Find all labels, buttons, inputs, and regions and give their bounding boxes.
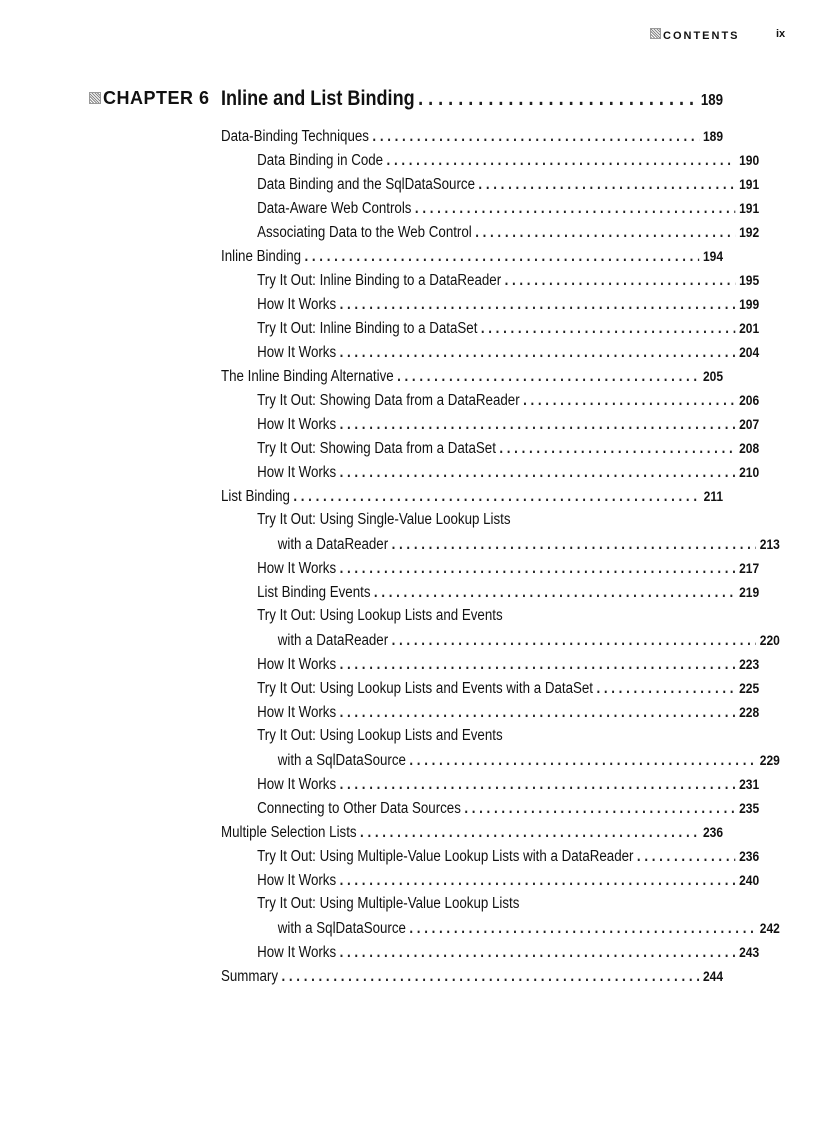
entry-label: Try It Out: Showing Data from a DataReader: [257, 392, 520, 409]
toc-entry[interactable]: [221, 724, 759, 748]
entry-label: Inline Binding: [221, 248, 302, 265]
entry-label: Data-Binding Techniques: [221, 128, 369, 145]
entry-page: 242: [759, 920, 780, 936]
entry-label: Try It Out: Showing Data from a DataSet: [257, 440, 496, 457]
entry-page: 199: [739, 296, 760, 312]
toc-entry[interactable]: [221, 844, 759, 868]
entry-label: How It Works: [257, 416, 337, 433]
toc-entry[interactable]: [221, 940, 759, 964]
toc-entry[interactable]: [221, 460, 759, 484]
toc-entry[interactable]: [221, 388, 759, 412]
running-head: [650, 28, 790, 44]
dot-leader: [475, 221, 735, 245]
entry-page: 195: [739, 272, 760, 288]
entry-label: List Binding: [221, 488, 290, 505]
entry-label: Connecting to Other Data Sources: [257, 800, 461, 817]
entry-label: Try It Out: Using Lookup Lists and Events: [257, 727, 503, 744]
entry-label: How It Works: [257, 872, 337, 889]
entry-page: 207: [739, 416, 760, 432]
hatch-bullet-icon: [89, 92, 101, 104]
toc-entry[interactable]: [221, 172, 759, 196]
dot-leader: [499, 437, 735, 461]
entry-page: 217: [739, 560, 760, 576]
dot-leader: [409, 917, 756, 941]
entry-label: Try It Out: Using Multiple-Value Lookup Lists with a DataReader: [257, 848, 634, 865]
entry-label: How It Works: [257, 704, 337, 721]
dot-leader: [293, 485, 700, 509]
entry-label: Try It Out: Using Lookup Lists and Events: [257, 607, 503, 624]
dot-leader: [409, 749, 756, 773]
dot-leader: [372, 125, 699, 149]
section-title: CONTENTS: [663, 30, 740, 42]
dot-leader: [397, 365, 699, 389]
toc-entry[interactable]: [221, 676, 759, 700]
toc-entry[interactable]: [221, 124, 723, 148]
dot-leader: [478, 173, 735, 197]
entry-page: 229: [759, 752, 780, 768]
toc-entry[interactable]: [221, 700, 759, 724]
dot-leader: [340, 293, 736, 317]
chapter-page: 189: [700, 92, 724, 109]
entry-label: Data Binding in Code: [257, 152, 384, 169]
toc-entry[interactable]: [221, 796, 759, 820]
page-number: ix: [776, 28, 786, 40]
dot-leader: [505, 269, 736, 293]
dot-leader: [281, 965, 699, 989]
dot-leader: [392, 629, 757, 653]
dot-leader: [304, 245, 699, 269]
dot-leader: [340, 341, 736, 365]
entry-label: How It Works: [257, 944, 337, 961]
entry-page: 219: [739, 584, 760, 600]
dot-leader: [340, 941, 736, 965]
toc-entry[interactable]: [221, 508, 759, 532]
toc-entry[interactable]: [221, 268, 759, 292]
entry-page: 236: [739, 848, 760, 864]
entry-page: 243: [739, 944, 760, 960]
entry-label: Try It Out: Inline Binding to a DataReader: [257, 272, 502, 289]
entry-label: List Binding Events: [257, 584, 371, 601]
toc-entry-continuation[interactable]: [221, 748, 780, 772]
entry-label: How It Works: [257, 656, 337, 673]
toc-entry[interactable]: [221, 436, 759, 460]
toc-entry[interactable]: [221, 820, 723, 844]
entry-page: 235: [739, 800, 760, 816]
entry-label: Summary: [221, 968, 279, 985]
dot-leader: [523, 389, 736, 413]
toc-entry[interactable]: [221, 556, 759, 580]
toc-entry[interactable]: [221, 316, 759, 340]
dot-leader: [360, 821, 700, 845]
entry-page: 194: [702, 248, 724, 264]
entry-page: 231: [739, 776, 760, 792]
entry-page: 205: [702, 368, 724, 384]
dot-leader: [340, 869, 736, 893]
toc-entry[interactable]: [221, 580, 759, 604]
entry-page: 225: [739, 680, 760, 696]
dot-leader: [374, 581, 736, 605]
entry-label: The Inline Binding Alternative: [221, 368, 394, 385]
toc-entry[interactable]: [221, 964, 723, 988]
chapter-title: Inline and List Binding: [221, 87, 415, 110]
entry-page: 213: [759, 536, 780, 552]
entry-label: Try It Out: Using Single-Value Lookup Lists: [257, 511, 511, 528]
entry-label: How It Works: [257, 464, 337, 481]
toc-entry-continuation[interactable]: [221, 532, 780, 556]
entry-page: 240: [739, 872, 760, 888]
entry-page: 204: [739, 344, 760, 360]
entry-label: Associating Data to the Web Control: [257, 224, 472, 241]
entry-label: Data Binding and the SqlDataSource: [257, 176, 475, 193]
toc-entry[interactable]: [221, 196, 759, 220]
entry-label-continuation: with a DataReader: [277, 536, 389, 553]
entry-label: How It Works: [257, 776, 337, 793]
dot-leader: [415, 197, 736, 221]
entry-label: How It Works: [257, 560, 337, 577]
entry-label: Multiple Selection Lists: [221, 824, 357, 841]
entry-page: 223: [739, 656, 760, 672]
entry-page: 191: [739, 176, 760, 192]
dot-leader: [340, 653, 736, 677]
entry-label-continuation: with a SqlDataSource: [277, 752, 406, 769]
entry-page: 228: [739, 704, 760, 720]
dot-leader: [340, 701, 736, 725]
toc-entry[interactable]: [221, 220, 759, 244]
dot-leader: [387, 149, 736, 173]
toc-entry-continuation[interactable]: [221, 916, 780, 940]
entry-page: 220: [759, 632, 780, 648]
entry-page: 208: [739, 440, 760, 456]
entry-label: How It Works: [257, 344, 337, 361]
dot-leader: [392, 533, 757, 557]
entry-label: Data-Aware Web Controls: [257, 200, 412, 217]
table-of-contents: [221, 84, 780, 988]
dot-leader: [481, 317, 736, 341]
entry-label-continuation: with a SqlDataSource: [277, 920, 406, 937]
entry-label: Try It Out: Using Multiple-Value Lookup Lists: [257, 895, 520, 912]
toc-entry[interactable]: [221, 892, 759, 916]
toc-entry[interactable]: [221, 364, 723, 388]
entry-page: 244: [702, 968, 724, 984]
entry-page: 206: [739, 392, 760, 408]
toc-entry[interactable]: [221, 652, 759, 676]
toc-entry[interactable]: [221, 412, 759, 436]
toc-entry[interactable]: [221, 244, 723, 268]
dot-leader: [464, 797, 735, 821]
toc-entry-continuation[interactable]: [221, 628, 780, 652]
dot-leader: [340, 461, 736, 485]
dot-leader: [637, 845, 736, 869]
entry-page: 192: [739, 224, 760, 240]
chapter-title-row[interactable]: [221, 84, 723, 114]
entry-page: 189: [702, 128, 724, 144]
dot-leader: [340, 773, 736, 797]
entry-label-continuation: with a DataReader: [277, 632, 389, 649]
entry-label: How It Works: [257, 296, 337, 313]
entry-page: 190: [739, 152, 760, 168]
toc-entry[interactable]: [221, 340, 759, 364]
entry-page: 201: [739, 320, 760, 336]
dot-leader: [340, 413, 736, 437]
entry-page: 236: [702, 824, 724, 840]
toc-entry[interactable]: [221, 148, 759, 172]
toc-entry[interactable]: [221, 868, 759, 892]
dot-leader: [596, 677, 735, 701]
entry-page: 191: [739, 200, 760, 216]
toc-entry[interactable]: [221, 772, 759, 796]
toc-entry[interactable]: [221, 484, 723, 508]
dot-leader: [418, 84, 697, 114]
chapter-number: CHAPTER 6: [103, 88, 210, 108]
dot-leader: [340, 557, 736, 581]
entry-page: 211: [703, 488, 724, 504]
entry-label: Try It Out: Using Lookup Lists and Events with a DataSet: [257, 680, 594, 697]
toc-entry[interactable]: [221, 604, 759, 628]
toc-entry[interactable]: [221, 292, 759, 316]
hatch-bullet-icon: [650, 28, 661, 39]
entry-label: Try It Out: Inline Binding to a DataSet: [257, 320, 478, 337]
entry-page: 210: [739, 464, 760, 480]
chapter-label: [89, 88, 210, 109]
